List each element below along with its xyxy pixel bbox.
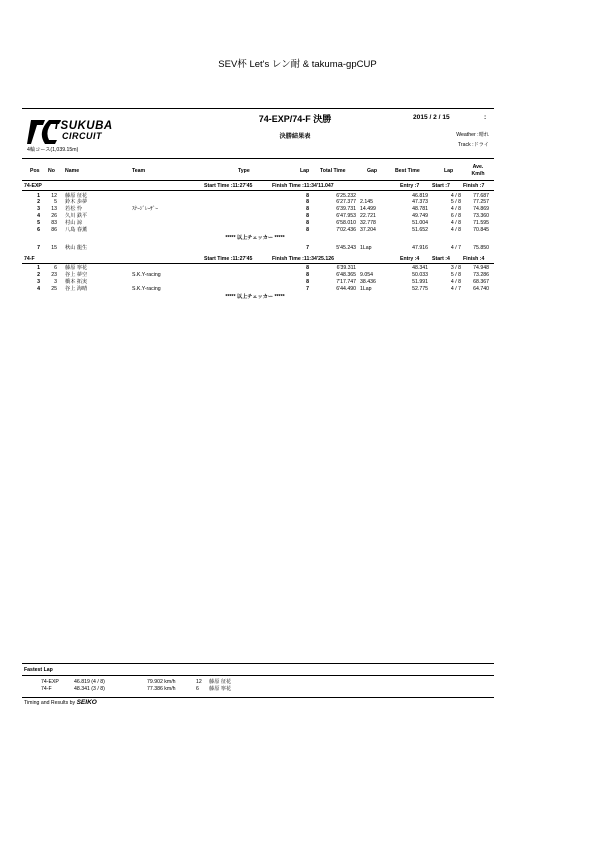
header-total-time: Total Time xyxy=(320,168,346,174)
result-bestlap: 4 / 8 xyxy=(450,192,461,199)
class-start-count: Start :7 xyxy=(432,183,450,189)
result-pos: 6 xyxy=(37,227,40,233)
fastest-no: 6 xyxy=(196,686,199,692)
result-total: 6'25.232 xyxy=(336,192,356,199)
result-bestlap: 4 / 8 xyxy=(450,220,461,227)
result-gap: 2.145 xyxy=(360,199,373,206)
result-best: 51.652 xyxy=(412,227,428,233)
result-no: 12 xyxy=(51,192,57,199)
class-name: 74-F xyxy=(24,255,35,262)
checker-marker: ***** 以上チェッカー ***** xyxy=(225,234,285,241)
result-pos: 3 xyxy=(37,279,40,285)
table-header-top-rule xyxy=(22,158,494,159)
result-lap: 8 xyxy=(306,279,309,285)
fastest-no: 12 xyxy=(196,679,202,685)
course-info: 4輪コース(1,039.15m) xyxy=(27,147,79,153)
result-best: 51.004 xyxy=(412,220,428,227)
class-start-time: Start Time :11:27'45 xyxy=(204,183,253,189)
header-name: Name xyxy=(65,168,80,174)
result-best: 52.775 xyxy=(412,285,428,292)
class-finish-count: Finish :7 xyxy=(463,183,485,189)
race-title: 74-EXP/74-F 決勝 xyxy=(258,114,332,124)
footer-prefix: Timing and Results by xyxy=(24,700,76,706)
result-total: 7'17.747 xyxy=(336,279,356,285)
result-name: 藤原 寧花 xyxy=(65,265,88,272)
result-no: 26 xyxy=(51,213,57,220)
result-no: 83 xyxy=(51,220,57,227)
fastest-bottom-rule xyxy=(22,697,494,698)
logo-line1: TSUKUBA xyxy=(53,120,113,132)
result-total: 6'44.490 xyxy=(336,285,356,292)
fastest-name: 藤原 寧花 xyxy=(209,686,232,692)
result-lap: 7 xyxy=(306,244,309,251)
fastest-class: 74-EXP xyxy=(41,679,59,685)
result-ave: 77.687 xyxy=(473,192,489,199)
result-gap: 9.054 xyxy=(360,272,373,279)
result-lap: 8 xyxy=(306,227,309,233)
fastest-speed: 79.902 km/h xyxy=(147,679,176,685)
result-best: 51.991 xyxy=(412,279,428,285)
result-pos: 7 xyxy=(37,244,40,251)
result-gap: 1Lap xyxy=(360,244,372,251)
result-ave: 70.845 xyxy=(473,227,489,233)
class-start-count: Start :4 xyxy=(432,255,450,262)
result-no: 5 xyxy=(54,199,57,206)
result-bestlap: 4 / 7 xyxy=(450,285,461,292)
header-type: Type xyxy=(238,168,250,174)
result-best: 47.916 xyxy=(412,244,428,251)
result-name: 谷上 夢空 xyxy=(65,272,88,279)
header-no: No xyxy=(48,168,55,174)
result-lap: 8 xyxy=(306,220,309,227)
result-no: 23 xyxy=(51,272,57,279)
table-header-bottom-rule xyxy=(22,180,494,181)
fastest-time: 48.341 (3 / 8) xyxy=(74,686,105,692)
class-entry: Entry :4 xyxy=(400,255,420,262)
result-total: 7'02.436 xyxy=(336,227,356,233)
logo-line2: CIRCUIT xyxy=(62,131,102,141)
class-finish-count: Finish :4 xyxy=(463,255,485,262)
class-finish-time: Finish Time :11:34'11.047 xyxy=(272,183,334,189)
checker-marker: ***** 以上チェッカー ***** xyxy=(225,293,285,300)
race-subtitle: 決勝結果表 xyxy=(279,133,311,140)
result-total: 6'48.365 xyxy=(336,272,356,279)
result-bestlap: 4 / 8 xyxy=(450,279,461,285)
result-gap: 14.499 xyxy=(360,206,376,213)
result-total: 6'39.731 xyxy=(336,206,356,213)
result-total: 6'27.377 xyxy=(336,199,356,206)
result-no: 15 xyxy=(51,244,57,251)
result-best: 47.373 xyxy=(412,199,428,206)
result-pos: 2 xyxy=(37,272,40,279)
result-total: 6'39.311 xyxy=(336,265,356,272)
result-no: 86 xyxy=(51,227,57,233)
result-pos: 2 xyxy=(37,199,40,206)
result-ave: 74.869 xyxy=(473,206,489,213)
result-name: 橋本 拓実 xyxy=(65,279,88,285)
result-bestlap: 4 / 8 xyxy=(450,227,461,233)
result-ave: 64.740 xyxy=(473,285,489,292)
result-no: 25 xyxy=(51,285,57,292)
class-start-time: Start Time :11:27'45 xyxy=(204,255,253,262)
result-bestlap: 5 / 8 xyxy=(450,199,461,206)
result-best: 49.749 xyxy=(412,213,428,220)
result-no: 3 xyxy=(54,279,57,285)
event-title: SEV杯 Let's レン耐 & takuma-gpCUP xyxy=(218,59,377,70)
result-name: 久川 鉄平 xyxy=(65,213,88,220)
result-ave: 77.257 xyxy=(473,199,489,206)
header-lap: Lap xyxy=(300,168,310,174)
result-gap: 32.778 xyxy=(360,220,376,227)
result-team: S.K.Y-racing xyxy=(132,285,161,292)
result-team: ｽﾅｰｼﾞﾚｰｻﾞｰ xyxy=(132,206,158,213)
class-entry: Entry :7 xyxy=(400,183,420,189)
result-pos: 4 xyxy=(37,213,40,220)
result-bestlap: 3 / 8 xyxy=(450,265,461,272)
fastest-top-rule xyxy=(22,663,494,664)
result-ave: 71.595 xyxy=(473,220,489,227)
fastest-lap-title: Fastest Lap xyxy=(24,667,53,673)
result-pos: 1 xyxy=(37,192,40,199)
result-ave: 68.367 xyxy=(473,279,489,285)
result-name: 八島 春薫 xyxy=(65,227,88,233)
result-gap: 22.721 xyxy=(360,213,376,220)
result-best: 48.341 xyxy=(412,265,428,272)
result-team: S.K.Y-racing xyxy=(132,272,161,279)
result-pos: 3 xyxy=(37,206,40,213)
header-best-lap: Lap xyxy=(444,168,454,174)
result-gap: 38.436 xyxy=(360,279,376,285)
header-best-time: Best Time xyxy=(395,168,420,174)
track-condition: Track :ドライ xyxy=(457,142,489,148)
weather: Weather :晴れ xyxy=(456,132,489,138)
fastest-speed: 77.386 km/h xyxy=(147,686,176,692)
result-best: 46.819 xyxy=(412,192,428,199)
result-lap: 8 xyxy=(306,265,309,272)
result-lap: 8 xyxy=(306,199,309,206)
result-name: 谷上 海晴 xyxy=(65,285,88,292)
class-name: 74-EXP xyxy=(24,183,42,189)
result-total: 6'58.010 xyxy=(336,220,356,227)
result-bestlap: 4 / 8 xyxy=(450,206,461,213)
result-best: 48.781 xyxy=(412,206,428,213)
header-pos: Pos xyxy=(30,168,40,174)
result-name: 藤原 征花 xyxy=(65,192,88,199)
result-ave: 73.360 xyxy=(473,213,489,220)
result-no: 6 xyxy=(54,265,57,272)
race-date: 2015 / 2 / 15 xyxy=(413,114,450,121)
class-header-rule xyxy=(22,263,494,264)
class-header-rule xyxy=(22,190,494,191)
result-gap: 1Lap xyxy=(360,285,372,292)
result-pos: 1 xyxy=(37,265,40,272)
result-pos: 4 xyxy=(37,285,40,292)
header-top-rule xyxy=(22,108,494,109)
fastest-time: 46.819 (4 / 8) xyxy=(74,679,105,685)
result-bestlap: 6 / 8 xyxy=(450,213,461,220)
result-gap: 37.204 xyxy=(360,227,376,233)
footer-credit xyxy=(24,700,97,706)
result-ave: 73.286 xyxy=(473,272,489,279)
result-bestlap: 5 / 8 xyxy=(450,272,461,279)
fastest-name: 藤原 征花 xyxy=(209,679,232,685)
result-name: 秋山 龍生 xyxy=(65,244,88,251)
result-total: 6'47.953 xyxy=(336,213,356,220)
result-pos: 5 xyxy=(37,220,40,227)
result-name: 鈴木 歩夢 xyxy=(65,199,88,206)
header-ave: Ave. xyxy=(472,164,484,170)
result-name: 村山 諒 xyxy=(65,220,83,227)
result-ave: 74.948 xyxy=(473,265,489,272)
result-lap: 8 xyxy=(306,213,309,220)
header-kmh: Km/h xyxy=(471,171,485,177)
class-finish-time: Finish Time :11:34'25.126 xyxy=(272,255,334,262)
result-lap: 8 xyxy=(306,206,309,213)
seiko-logo: SEIKO xyxy=(76,699,97,706)
header-gap: Gap xyxy=(367,168,378,174)
time-separator: : xyxy=(484,114,487,121)
result-total: 5'45.243 xyxy=(336,244,356,251)
result-lap: 8 xyxy=(306,272,309,279)
result-best: 50.033 xyxy=(412,272,428,279)
result-no: 13 xyxy=(51,206,57,213)
fastest-title-rule xyxy=(22,675,494,676)
result-lap: 7 xyxy=(306,285,309,292)
result-bestlap: 4 / 7 xyxy=(450,244,461,251)
result-name: 若松 怜 xyxy=(65,206,83,213)
header-team: Team xyxy=(132,168,146,174)
fastest-class: 74-F xyxy=(41,686,52,692)
result-lap: 8 xyxy=(306,192,309,199)
result-ave: 75.850 xyxy=(473,244,489,251)
